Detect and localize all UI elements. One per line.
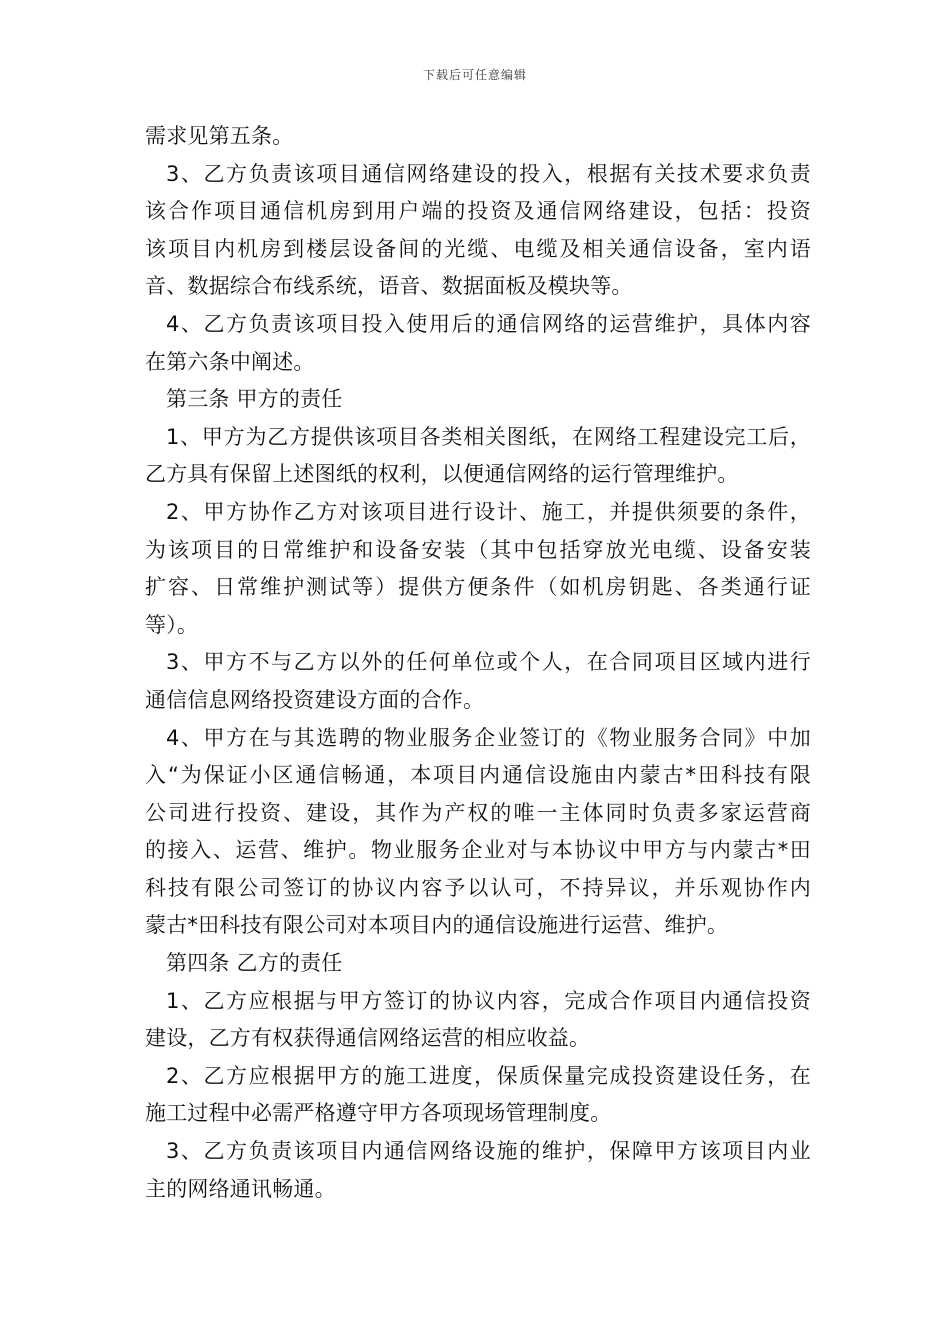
page-header-note: 下载后可任意编辑 <box>422 68 527 82</box>
text-line: 公司进行投资、建设，其作为产权的唯一主体同时负责多家运营商 <box>145 800 811 825</box>
text-line: 入“为保证小区通信畅通，本项目内通信设施由内蒙古*田科技有限 <box>145 763 811 788</box>
text-line: 施工过程中必需严格遵守甲方各项现场管理制度。 <box>145 1101 612 1126</box>
text-line: 为该项目的日常维护和设备安装（其中包括穿放光电缆、设备安装 <box>145 537 811 562</box>
text-line: 该合作项目通信机房到用户端的投资及通信网络建设，包括：投资 <box>145 199 811 224</box>
text-line: 需求见第五条。 <box>145 124 294 148</box>
text-line: 音、数据综合布线系统，语音、数据面板及模块等。 <box>145 274 633 299</box>
text-line: 该项目内机房到楼层设备间的光缆、电缆及相关通信设备，室内语 <box>145 236 811 261</box>
text-line: 4、甲方在与其选聘的物业服务企业签订的《物业服务合同》中加 <box>166 725 811 750</box>
text-line: 2、甲方协作乙方对该项目进行设计、施工，并提供须要的条件， <box>166 499 811 524</box>
text-line: 科技有限公司签订的协议内容予以认可，不持异议，并乐观协作内 <box>145 875 811 900</box>
text-line: 3、甲方不与乙方以外的任何单位或个人，在合同项目区域内进行 <box>166 650 811 675</box>
text-line: 通信信息网络投资建设方面的合作。 <box>145 687 485 712</box>
text-line: 蒙古*田科技有限公司对本项目内的通信设施进行运营、维护。 <box>145 913 729 938</box>
text-line: 建设，乙方有权获得通信网络运营的相应收益。 <box>145 1026 591 1051</box>
text-line: 在第六条中阐述。 <box>145 349 315 374</box>
document-body <box>145 118 811 1208</box>
text-line: 1、乙方应根据与甲方签订的协议内容，完成合作项目内通信投资 <box>166 988 811 1013</box>
text-line: 等）。 <box>145 612 199 637</box>
text-line: 4、乙方负责该项目投入使用后的通信网络的运营维护，具体内容 <box>166 311 811 336</box>
text-line: 2、乙方应根据甲方的施工进度，保质保量完成投资建设任务，在 <box>166 1063 811 1088</box>
text-line: 3、乙方负责该项目通信网络建设的投入，根据有关技术要求负责 <box>166 161 811 186</box>
text-line: 第四条 乙方的责任 <box>166 951 343 976</box>
text-line: 3、乙方负责该项目内通信网络设施的维护，保障甲方该项目内业 <box>166 1139 811 1164</box>
text-line: 乙方具有保留上述图纸的权利，以便通信网络的运行管理维护。 <box>145 462 739 487</box>
text-line: 主的网络通讯畅通。 <box>145 1176 336 1201</box>
text-line: 1、甲方为乙方提供该项目各类相关图纸，在网络工程建设完工后， <box>166 424 811 449</box>
text-line: 的接入、运营、维护。物业服务企业对与本协议中甲方与内蒙古*田 <box>145 838 811 863</box>
text-line: 第三条 甲方的责任 <box>166 387 343 412</box>
text-line: 扩容、日常维护测试等）提供方便条件（如机房钥匙、各类通行证 <box>145 575 811 600</box>
